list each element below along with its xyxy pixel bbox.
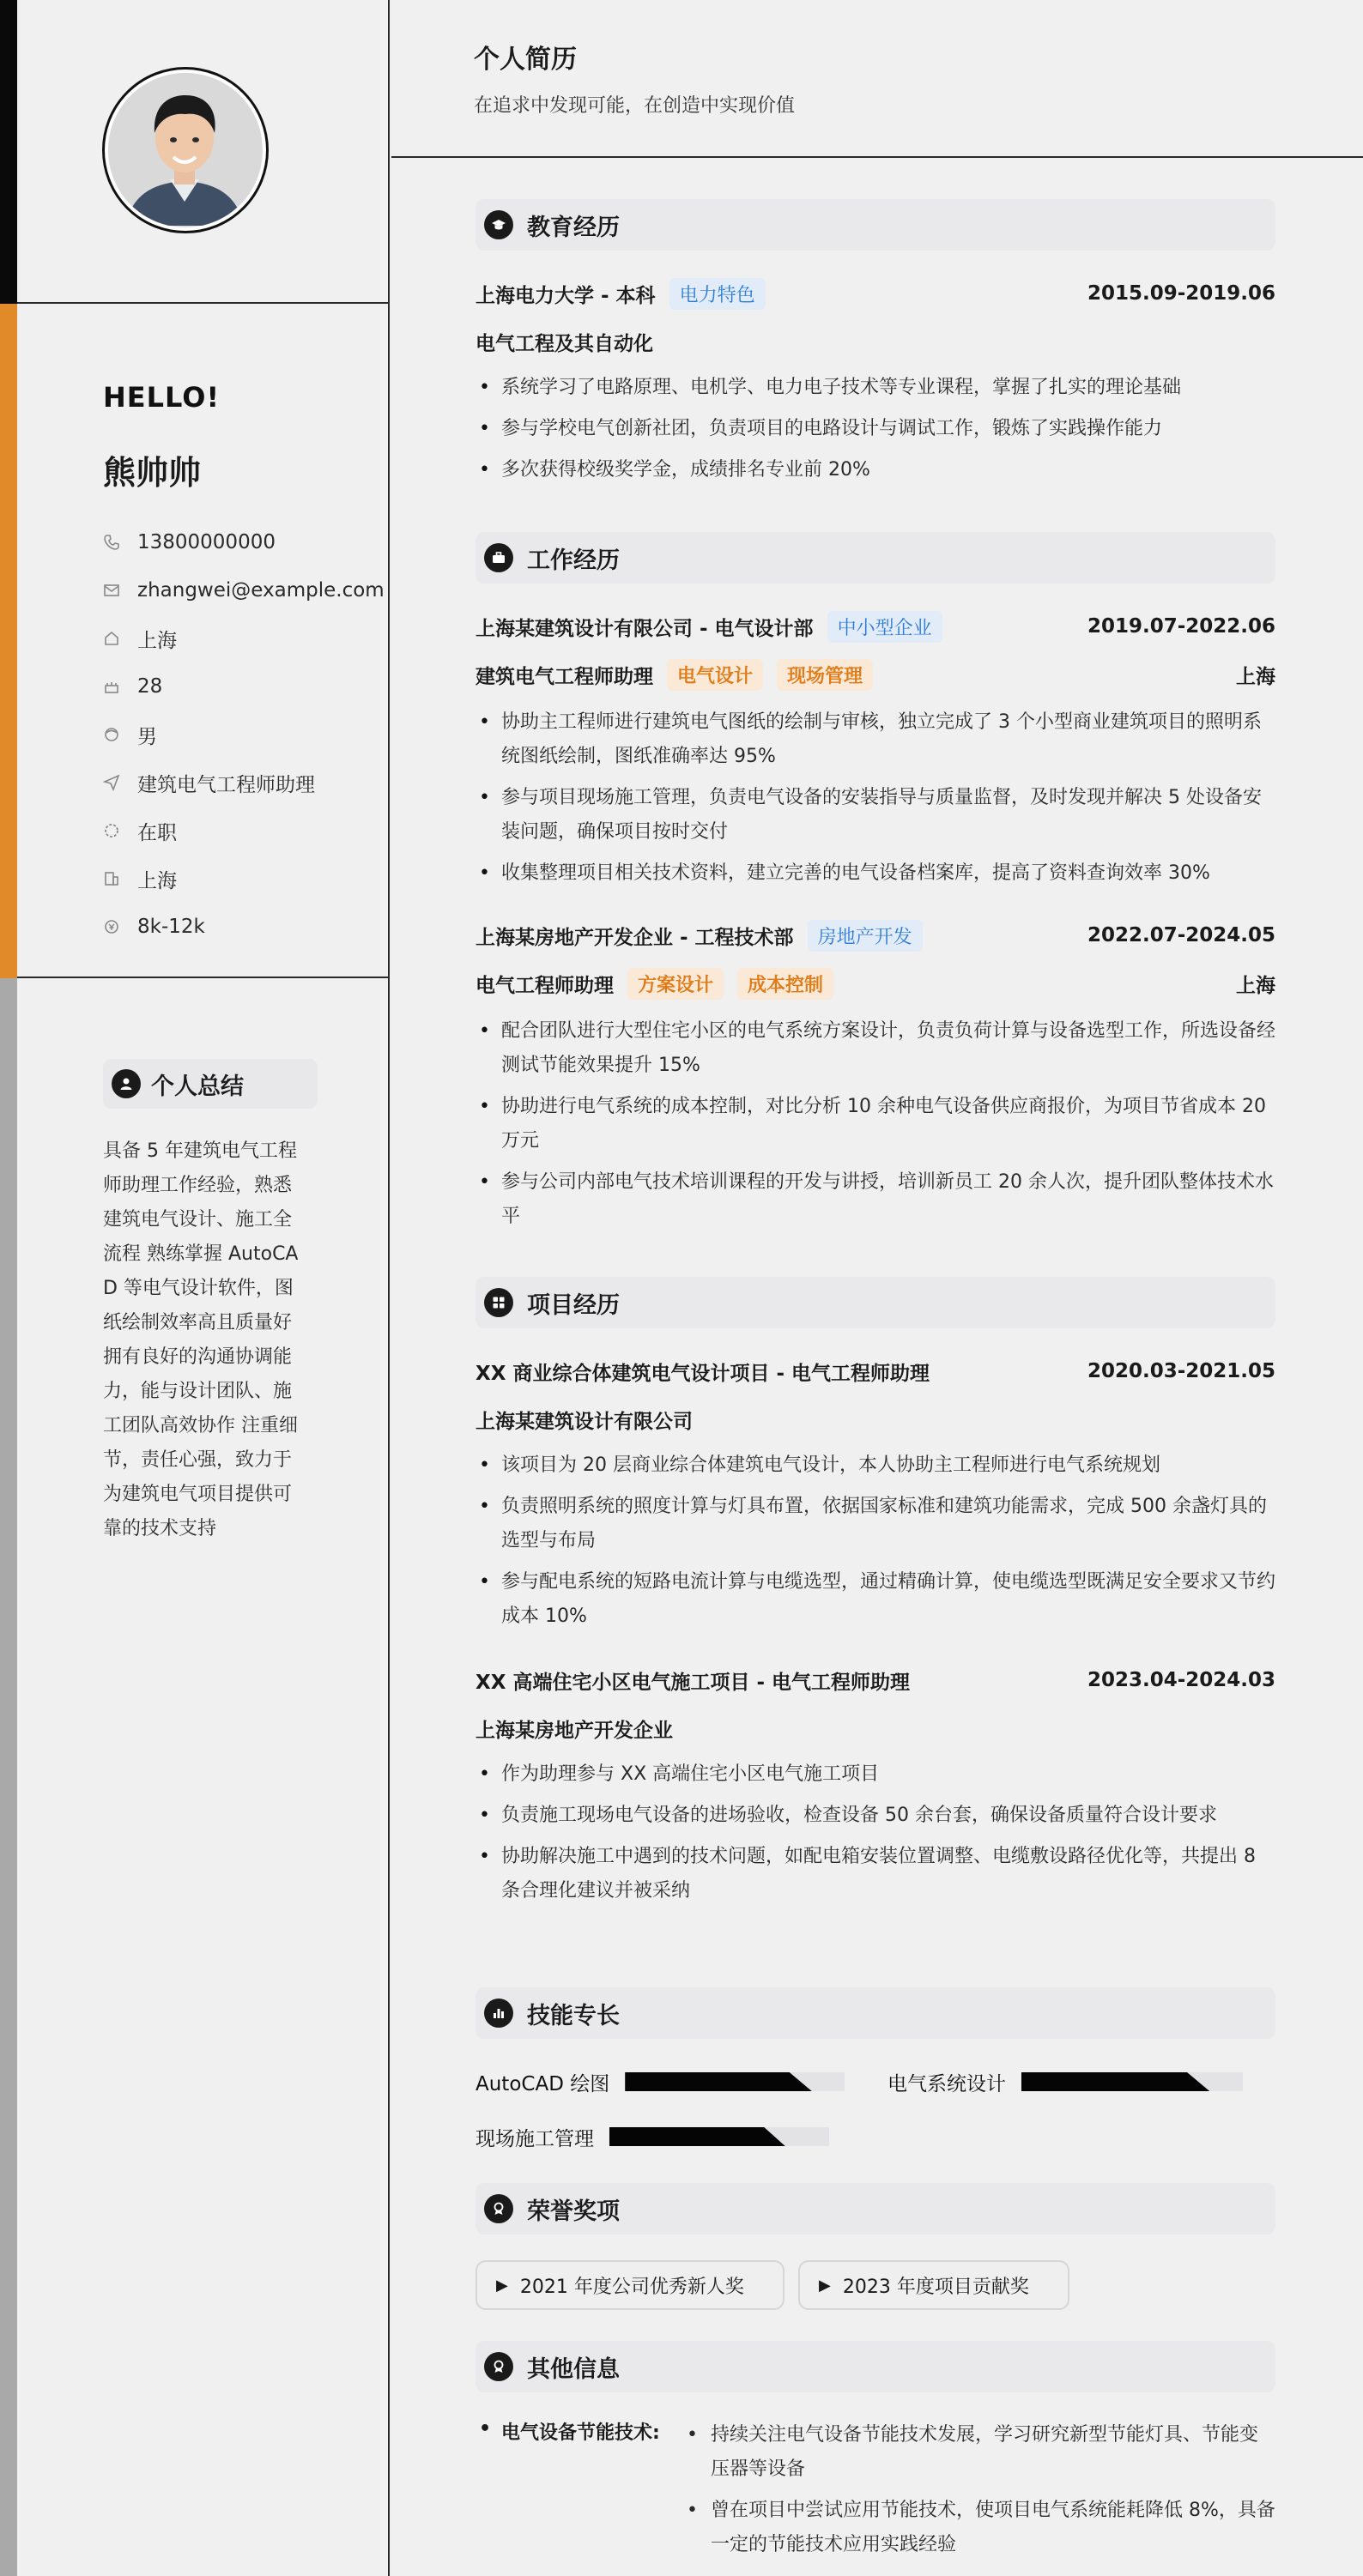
project-company-row — [476, 1402, 1275, 1436]
job-skill-tag: 现场管理 — [777, 659, 873, 691]
contact-city-text: 上海 — [137, 869, 177, 892]
gender-icon — [103, 726, 137, 743]
section-education — [476, 199, 1275, 251]
contact-home — [103, 614, 385, 662]
list-item: • 协助进行电气系统的成本控制，对比分析 10 余种电气设备供应商报价，为项目节省成本 20 万元 — [476, 1090, 1275, 1158]
contact-city — [103, 855, 385, 903]
contact-position-text: 建筑电气工程师助理 — [137, 773, 315, 796]
job-company: 上海某建筑设计有限公司 - 电气设计部 — [476, 617, 814, 640]
job-row — [476, 918, 1275, 952]
phone-icon — [103, 534, 137, 551]
job-city: 上海 — [1236, 665, 1275, 688]
job-role: 建筑电气工程师助理 — [476, 665, 653, 688]
skill-item — [887, 2065, 1243, 2099]
user-icon — [112, 1069, 141, 1098]
building-icon — [103, 870, 137, 887]
contact-gender — [103, 711, 385, 759]
section-skills — [476, 1987, 1275, 2039]
graduation-cap-icon — [484, 210, 513, 239]
school-name: 上海电力大学 - 本科 — [476, 284, 656, 307]
award-text: 2021 年度公司优秀新人奖 — [519, 2276, 744, 2298]
major-name: 电气工程及其自动化 — [476, 332, 653, 355]
job-date: 2022.07-2024.05 — [1087, 924, 1275, 946]
project-date: 2020.03-2021.05 — [1087, 1360, 1275, 1382]
job-skill-tag: 方案设计 — [627, 968, 724, 1000]
contact-status-text: 在职 — [137, 821, 177, 844]
list-item: • 曾在项目中尝试应用节能技术，使项目电气系统能耗降低 8%，具备一定的节能技术应用实践经验 — [683, 2494, 1275, 2562]
summary-header — [103, 1059, 318, 1109]
list-item: • 收集整理项目相关技术资料，建立完善的电气设备档案库，提高了资料查询效率 30% — [476, 856, 1275, 891]
job-city: 上海 — [1236, 974, 1275, 997]
skill-name: 现场施工管理 — [476, 2127, 594, 2150]
project-bullets — [476, 1757, 1275, 1915]
skill-bar-fill — [625, 2072, 812, 2091]
project-bullets — [476, 1448, 1275, 1641]
project-date: 2023.04-2024.03 — [1087, 1669, 1275, 1691]
salary-icon — [103, 918, 137, 935]
header-divider — [391, 156, 1363, 158]
contact-phone-text: 13800000000 — [137, 531, 276, 553]
education-bullets — [476, 371, 1275, 494]
contact-email — [103, 566, 385, 614]
sidebar-divider — [17, 302, 390, 304]
job-row — [476, 609, 1275, 644]
sidebar — [17, 0, 390, 2576]
section-title: 工作经历 — [527, 547, 620, 574]
list-item: • 参与学校电气创新社团，负责项目的电路设计与调试工作，锻炼了实践操作能力 — [476, 412, 1275, 446]
contact-age-text: 28 — [137, 675, 163, 698]
project-company: 上海某房地产开发企业 — [476, 1719, 673, 1742]
contact-home-text: 上海 — [137, 629, 177, 652]
skill-name: AutoCAD 绘图 — [476, 2072, 610, 2095]
hello-heading: HELLO! — [103, 381, 221, 414]
job-bullets — [476, 1014, 1275, 1241]
page-title: 个人简历 — [474, 45, 577, 75]
section-title: 其他信息 — [527, 2355, 620, 2383]
contact-salary — [103, 903, 385, 951]
briefcase-icon — [484, 543, 513, 572]
job-role-row — [476, 657, 1275, 692]
skill-bar — [609, 2127, 829, 2146]
list-item: • 配合团队进行大型住宅小区的电气系统方案设计，负责负荷计算与设备选型工作，所选设备经测试节能效果提升 15% — [476, 1014, 1275, 1083]
project-company-row — [476, 1711, 1275, 1745]
grid-icon — [484, 1288, 513, 1317]
section-title: 技能专长 — [527, 2002, 620, 2029]
section-awards — [476, 2183, 1275, 2234]
accent-strip-gray — [0, 978, 17, 2576]
project-name: XX 商业综合体建筑电气设计项目 - 电气工程师助理 — [476, 1362, 930, 1385]
list-item: • 持续关注电气设备节能技术发展，学习研究新型节能灯具、节能变压器等设备 — [683, 2418, 1275, 2487]
education-row — [476, 276, 1275, 311]
list-item: • 系统学习了电路原理、电机学、电力电子技术等专业课程，掌握了扎实的理论基础 — [476, 371, 1275, 405]
sidebar-divider — [17, 977, 390, 978]
skill-bar-fill — [1021, 2072, 1209, 2091]
section-title: 项目经历 — [527, 1291, 620, 1319]
job-role-row — [476, 966, 1275, 1001]
home-icon — [103, 630, 137, 647]
skill-item — [476, 2119, 829, 2154]
award-item — [798, 2260, 1069, 2310]
list-item: • 该项目为 20 层商业综合体建筑电气设计，本人协助主工程师进行电气系统规划 — [476, 1448, 1275, 1483]
job-role: 电气工程师助理 — [476, 974, 614, 997]
list-item: • 参与配电系统的短路电流计算与电缆选型，通过精确计算，使电缆选型既满足安全要求又节约成本 10% — [476, 1565, 1275, 1634]
other-key: • 电气设备节能技术: — [476, 2418, 660, 2445]
contact-age — [103, 662, 385, 711]
job-bullets — [476, 705, 1275, 898]
list-item: • 参与公司内部电气技术培训课程的开发与讲授，培训新员工 20 余人次，提升团队整体技术水平 — [476, 1165, 1275, 1234]
section-projects — [476, 1277, 1275, 1328]
avatar-photo — [108, 73, 263, 227]
list-item: • 多次获得校级奖学金，成绩排名专业前 20% — [476, 453, 1275, 487]
project-row — [476, 1354, 1275, 1388]
section-title: 教育经历 — [527, 214, 620, 241]
avatar — [102, 67, 269, 233]
project-row — [476, 1663, 1275, 1697]
contact-phone — [103, 518, 385, 566]
section-work — [476, 532, 1275, 584]
page-subtitle: 在追求中发现可能，在创造中实现价值 — [474, 95, 796, 117]
job-date: 2019.07-2022.06 — [1087, 615, 1275, 638]
education-date: 2015.09-2019.06 — [1087, 282, 1275, 305]
project-name: XX 高端住宅小区电气施工项目 - 电气工程师助理 — [476, 1671, 911, 1694]
mail-icon — [103, 582, 137, 599]
skill-name: 电气系统设计 — [887, 2072, 1006, 2095]
skill-bar — [625, 2072, 845, 2091]
candidate-name: 熊帅帅 — [103, 454, 202, 492]
section-other — [476, 2341, 1275, 2392]
list-item: • 作为助理参与 XX 高端住宅小区电气施工项目 — [476, 1757, 1275, 1792]
job-skill-tag: 电气设计 — [667, 659, 763, 691]
job-skill-tag: 成本控制 — [737, 968, 833, 1000]
status-icon — [103, 822, 137, 839]
summary-title: 个人总结 — [151, 1073, 244, 1100]
list-item: • 负责照明系统的照度计算与灯具布置，依据国家标准和建筑功能需求，完成 500 余盏灯具的选型与布局 — [476, 1490, 1275, 1558]
other-bullets — [683, 2418, 1275, 2569]
list-item: • 协助主工程师进行建筑电气图纸的绘制与审核，独立完成了 3 个小型商业建筑项目的照明系统图纸绘制，图纸准确率达 95% — [476, 705, 1275, 774]
section-title: 荣誉奖项 — [527, 2198, 620, 2225]
contact-email-text: zhangwei@example.com — [137, 579, 385, 602]
major-row — [476, 324, 1275, 359]
accent-strip-black — [0, 0, 17, 304]
project-company: 上海某建筑设计有限公司 — [476, 1410, 693, 1433]
chart-icon — [484, 1999, 513, 2028]
contact-position — [103, 759, 385, 807]
skill-bar-fill — [609, 2127, 785, 2146]
job-tag: 房地产开发 — [808, 920, 923, 952]
skill-bar — [1021, 2072, 1243, 2091]
summary-text: 具备 5 年建筑电气工程师助理工作经验，熟悉建筑电气设计、施工全流程 熟练掌握 AutoCAD 等电气设计软件，图纸绘制效率高且质量好 拥有良好的沟通协调能力，能与设计团队、施工团队高效协作 注重细节，责任心强，致力于为建筑电气项目提供可靠的技术支持 — [103, 1140, 299, 1539]
contact-status — [103, 807, 385, 855]
contact-salary-text: 8k-12k — [137, 916, 205, 938]
info-icon — [484, 2352, 513, 2381]
avatar-portrait — [108, 73, 261, 226]
contact-list — [103, 518, 385, 951]
list-item: • 参与项目现场施工管理，负责电气设备的安装指导与质量监督，及时发现并解决 5 处设备安装问题，确保项目按时交付 — [476, 781, 1275, 850]
send-icon — [103, 774, 137, 791]
contact-gender-text: 男 — [137, 725, 157, 748]
cake-icon — [103, 678, 137, 695]
school-tag: 电力特色 — [669, 278, 766, 310]
skill-item — [476, 2065, 845, 2099]
award-text: 2023 年度项目贡献奖 — [842, 2276, 1029, 2298]
play-icon: ▶ — [496, 2276, 508, 2295]
accent-strip-orange — [0, 304, 17, 978]
list-item: • 负责施工现场电气设备的进场验收，检查设备 50 余台套，确保设备质量符合设计要求 — [476, 1799, 1275, 1833]
award-icon — [484, 2194, 513, 2223]
resume-header — [474, 38, 795, 118]
job-tag: 中小型企业 — [827, 611, 942, 643]
job-company: 上海某房地产开发企业 - 工程技术部 — [476, 926, 794, 949]
play-icon: ▶ — [819, 2276, 831, 2295]
list-item: • 协助解决施工中遇到的技术问题，如配电箱安装位置调整、电缆敷设路径优化等，共提出 8 条合理化建议并被采纳 — [476, 1840, 1275, 1908]
award-item — [476, 2260, 784, 2310]
